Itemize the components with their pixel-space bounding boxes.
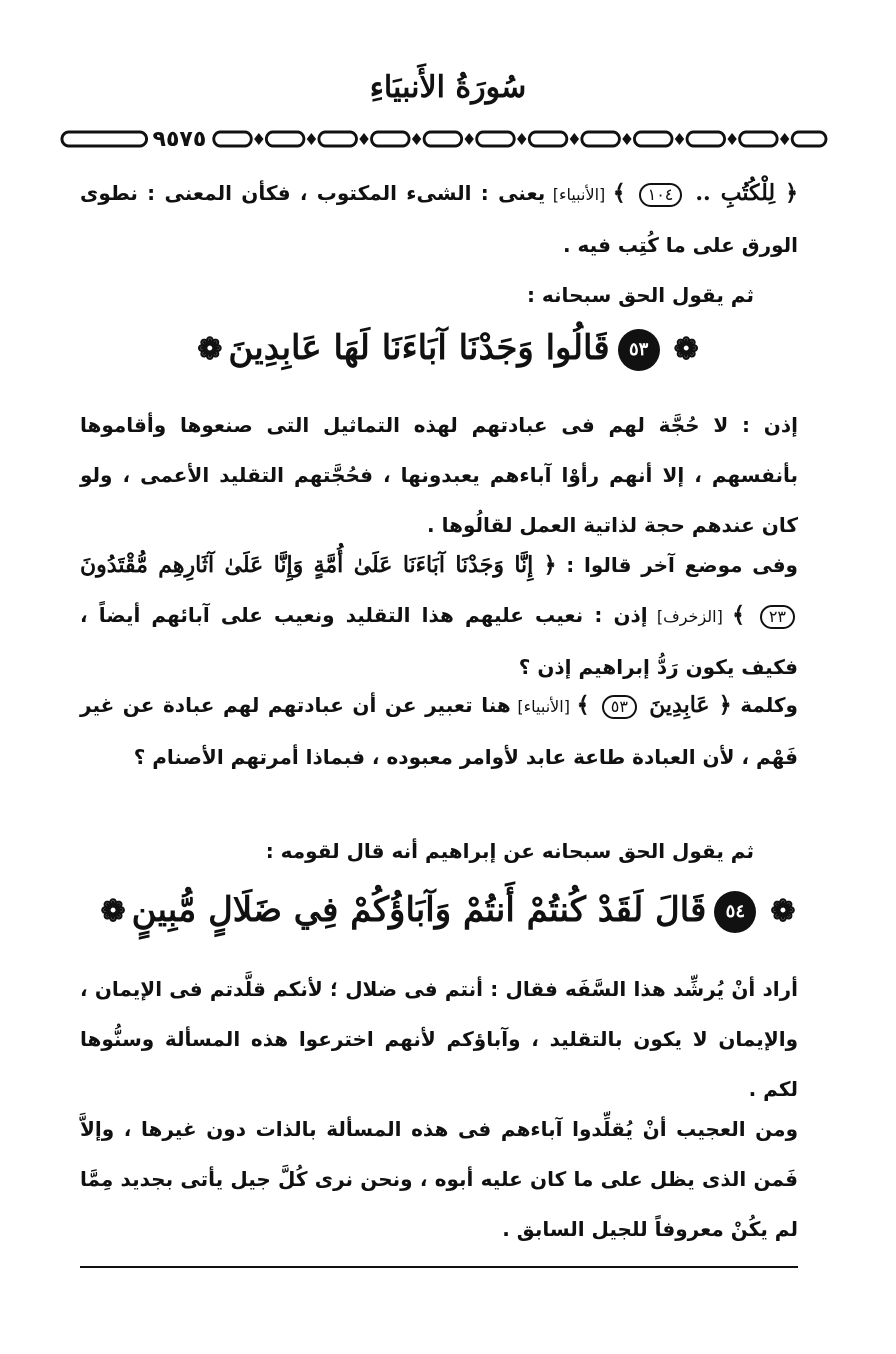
paragraph-lead: وفى موضع آخر قالوا : [556, 553, 798, 577]
chain-ornament-right [210, 124, 830, 154]
ayah-number-badge: ٢٣ [760, 605, 795, 629]
paragraph-text: إذن : نعيب عليهم هذا التقليد ونعيب على آبائهم أيضاً ، فكيف يكون رَدُّ إبراهيم إذن ؟ [80, 603, 798, 679]
verse-text: قَالَ لَقَدْ كُنتُمْ أَنتُمْ وَآبَاؤُكُمْ فِي ضَلَالٍ مُّبِينٍ [131, 890, 707, 930]
sura-reference: [الأنبياء] [510, 697, 577, 716]
quote-close: ﴾ [612, 180, 636, 206]
verse-text: قَالُوا وَجَدْنَا آبَاءَنَا لَهَا عَابِدِينَ [228, 328, 610, 368]
footer-rule [80, 1266, 798, 1268]
quote-word: ﴿ لِلْكُتُبِ .. [685, 180, 798, 206]
ayah-number-badge: ٥٣ [602, 695, 637, 719]
ornament-icon: ❁ [673, 332, 699, 367]
paragraph-2: ثم يقول الحق سبحانه : [526, 283, 754, 307]
quote-close: ﴾ [732, 602, 757, 628]
quote-close: ﴾ [576, 692, 599, 718]
verse-number-medallion: ٥٣ [618, 329, 660, 371]
ayah-number-badge: ١٠٤ [639, 183, 683, 207]
sura-reference: [الزخرف] [647, 607, 733, 626]
verse-line-2 [80, 890, 816, 933]
paragraph-1 [80, 168, 798, 270]
paragraph-text: يعنى : الشىء المكتوب ، فكأن المعنى : نطوى الورق على ما كُتِب فيه . [80, 181, 798, 257]
quran-quote: ﴿ عَابِدِينَ [639, 692, 732, 718]
chain-ornament-left [60, 124, 149, 154]
quran-quote: ﴿ إِنَّا وَجَدْنَا آبَاءَنَا عَلَىٰ أُمَّةٍ وَإِنَّا عَلَىٰ آثَارِهِم مُّقْتَدُونَ [80, 552, 557, 578]
paragraph-7: أراد أنْ يُرشِّد هذا السَّفَه فقال : أنتم فى ضلال ؛ لأنكم قلَّدتم فى الإيمان ، والإيمان لا يكون بالتقليد ، وآباؤكم لأنهم اخترعوا هذه المسألة وسنُّوها لكم . [80, 977, 798, 1101]
verse-number-medallion: ٥٤ [714, 891, 756, 933]
paragraph-8: ومن العجيب أنْ يُقلِّدوا آباءهم فى هذه المسألة بالذات دون غيرها ، وإلاَّ فَمن الذى يظل على ما كان عليه أبوه ، ونحن نرى كُلَّ جيل يأتى بجديد مِمَّا لم يكُنْ معروفاً للجيل السابق . [80, 1117, 798, 1241]
sura-title: سُورَةُ الأَنبيَاءِ [369, 70, 527, 105]
ornament-icon: ❁ [197, 332, 223, 367]
paragraph-5 [80, 680, 798, 782]
paragraph-3: إذن : لا حُجَّة لهم فى عبادتهم لهذه التماثيل التى صنعوها وأقاموها بأنفسهم ، إلا أنهم رأوْا آباءهم يعبدونها ، فحُجَّتهم التقليد الأعمى ، ولو كان عندهم حجة لذاتية العمل لقالُوها . [80, 413, 798, 537]
paragraph-text: هنا تعبير عن أن عبادتهم لهم عبادة عن غير فَهْم ، لأن العبادة طاعة عابد لأوامر معبوده ، فبماذا أمرتهم الأصنام ؟ [80, 693, 798, 769]
page-number: ٩٥٧٥ [152, 126, 207, 152]
verse-line-1 [80, 328, 816, 371]
header-border [60, 124, 830, 154]
paragraph-4 [80, 540, 798, 692]
ornament-icon: ❁ [770, 894, 796, 929]
paragraph-lead: وكلمة [731, 693, 798, 717]
paragraph-6: ثم يقول الحق سبحانه عن إبراهيم أنه قال لقومه : [265, 839, 754, 863]
sura-reference: [الأنبياء] [545, 185, 613, 204]
ornament-icon: ❁ [100, 894, 126, 929]
